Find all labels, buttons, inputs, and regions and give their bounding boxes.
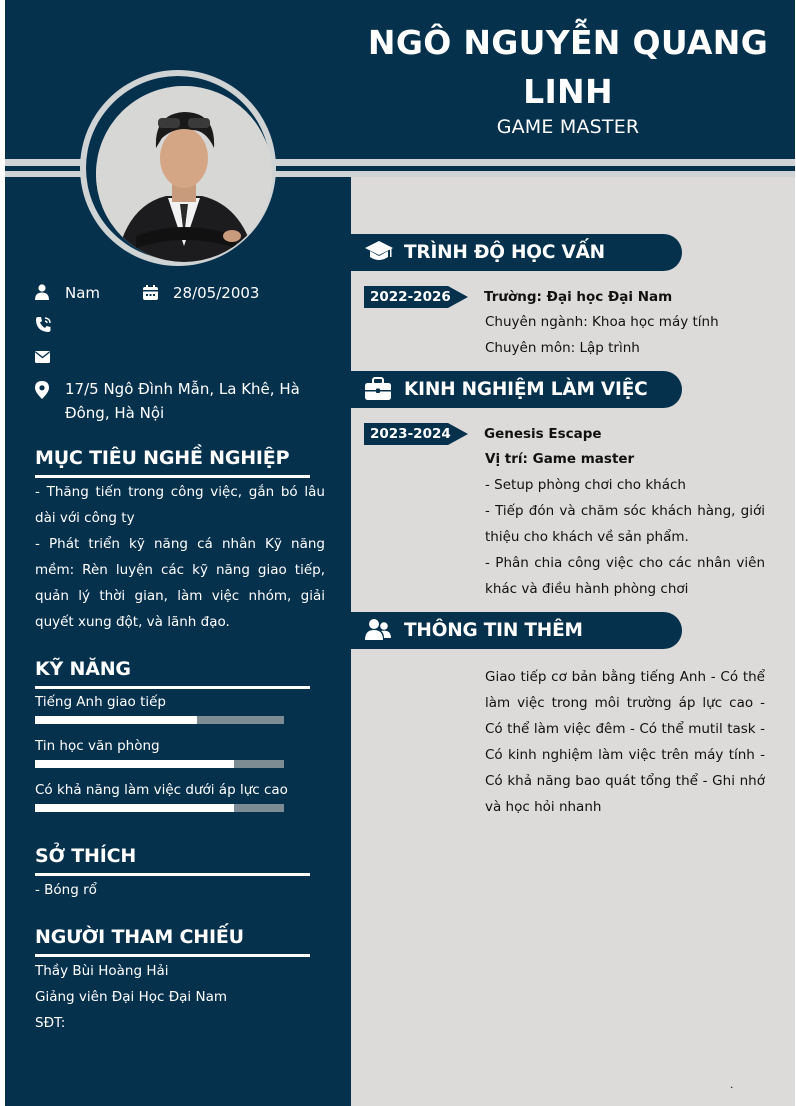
skill-level-bar [35,716,284,724]
users-icon [365,618,391,642]
objective-rule [35,475,310,478]
additional-text: Giao tiếp cơ bản bằng tiếng Anh - Có thể làm việc trong môi trường áp lực cao - Có thể làm việc đêm - Có thể mutil task - Có kinh nghiệm làm việc trên máy tính - Có khả năng bao quát tổng thể - Ghi nhớ và học hỏi nhanh [485,669,765,815]
experience-position: Vị trí: Game master [485,451,635,467]
reference-phone: SĐT: [35,1015,66,1031]
skill-label: Có khả năng làm việc dưới áp lực cao [35,782,288,798]
objective-text-2: - Phát triển kỹ năng cá nhân Kỹ năng mềm: Rèn luyện các kỹ năng giao tiếp, quản lý thời gian, làm việc nhóm, giải quyết xung đột, và lãnh đạo. [35,536,325,630]
reference-name: Thầy Bùi Hoàng Hải [35,963,169,979]
skill-level-fill [35,804,234,812]
references-heading: NGƯỜI THAM CHIẾU [35,926,244,948]
experience-section-header [351,371,682,408]
education-major: Chuyên ngành: Khoa học máy tính [485,314,719,330]
experience-duty: - Phân chia công việc cho các nhân viên khác và điều hành phòng chơi [485,555,765,597]
education-period: 2022-2026 [370,289,451,305]
experience-heading: KINH NGHIỆM LÀM VIỆC [404,379,648,400]
experience-period-tag [364,423,468,445]
avatar-frame [80,70,276,266]
references-rule [35,954,310,957]
date-of-birth: 28/05/2003 [173,284,260,302]
skill-level-fill [35,716,197,724]
education-specialty: Chuyên môn: Lập trình [485,340,640,356]
additional-heading: THÔNG TIN THÊM [404,620,583,641]
education-school: Trường: Đại học Đại Nam [484,289,673,305]
candidate-role: GAME MASTER [496,116,640,138]
experience-company: Genesis Escape [484,426,602,442]
skill-level-bar [35,804,284,812]
email-icon [35,350,51,366]
reference-title: Giảng viên Đại Học Đại Nam [35,989,227,1005]
briefcase-icon [365,377,391,401]
experience-duty: - Tiếp đón và chăm sóc khách hàng, giới thiệu cho khách về sản phẩm. [485,503,765,545]
hobbies-text: - Bóng rổ [35,882,97,898]
calendar-icon [143,285,159,301]
education-heading: TRÌNH ĐỘ HỌC VẤN [404,242,605,263]
address-value: 17/5 Ngô Đình Mẫn, La Khê, Hà Đông, Hà Nội [65,380,300,422]
objective-text: - Thăng tiến trong công việc, gắn bó lâu dài với công ty [35,484,325,526]
tag-arrow [448,423,468,445]
skill-level-fill [35,760,234,768]
skill-label: Tiếng Anh giao tiếp [35,694,167,710]
person-icon [35,284,51,300]
tag-arrow [448,286,468,308]
skill-level-bar [35,760,284,768]
skills-heading: KỸ NĂNG [35,658,131,680]
graduation-cap-icon [365,240,393,264]
resume-page [5,0,795,1106]
skill-label: Tin học văn phòng [35,738,160,754]
avatar [96,86,272,262]
candidate-name: NGÔ NGUYỄN QUANG LINH [367,23,769,111]
hobbies-heading: SỞ THÍCH [35,845,137,867]
experience-duty: - Setup phòng chơi cho khách [485,477,686,493]
education-period-tag [364,286,468,308]
phone-icon [35,316,51,332]
education-section-header [351,234,682,271]
hobbies-rule [35,873,310,876]
gender-value: Nam [65,284,101,302]
avatar-border [86,76,270,260]
objective-heading: MỤC TIÊU NGHỀ NGHIỆP [35,447,290,469]
additional-section-header [351,612,682,649]
footer-dot: . [730,1077,734,1091]
skills-rule [35,686,310,689]
experience-period: 2023-2024 [370,426,451,442]
location-pin-icon [35,381,51,397]
